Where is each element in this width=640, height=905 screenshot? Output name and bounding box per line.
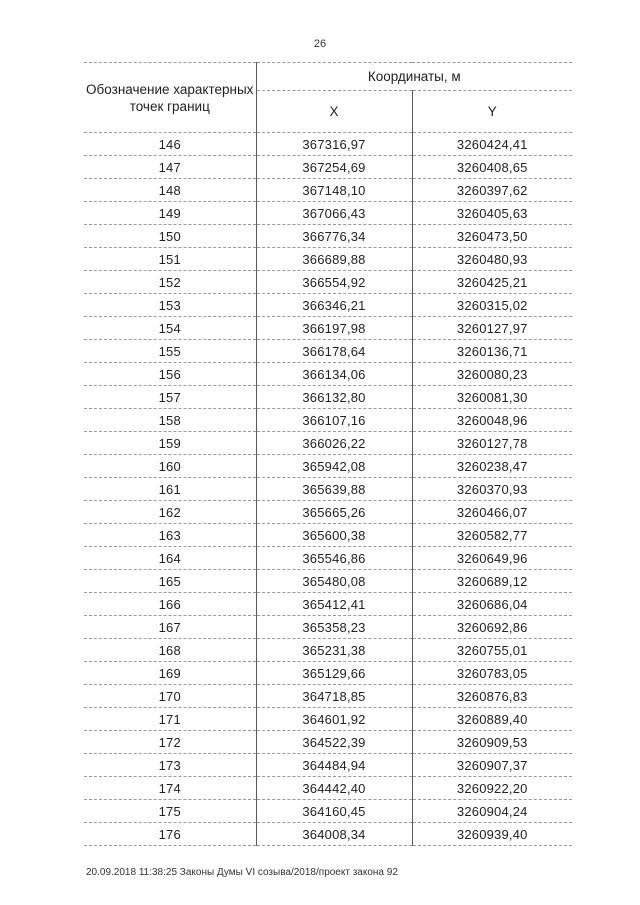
- header-coordinates: Координаты, м: [256, 63, 572, 91]
- table-row: [84, 662, 572, 685]
- table-row: [84, 570, 572, 593]
- x-cell: 365480,08: [256, 570, 412, 593]
- point-cell: 152: [84, 271, 256, 294]
- y-cell: 3260692,86: [412, 616, 572, 639]
- x-cell: 364522,39: [256, 731, 412, 754]
- x-cell: 364601,92: [256, 708, 412, 731]
- table-row: [84, 409, 572, 432]
- point-cell: 156: [84, 363, 256, 386]
- x-cell: 366026,22: [256, 432, 412, 455]
- y-cell: 3260408,65: [412, 156, 572, 179]
- y-cell: 3260315,02: [412, 294, 572, 317]
- table-row: [84, 547, 572, 570]
- x-cell: 367316,97: [256, 133, 412, 156]
- y-cell: 3260466,07: [412, 501, 572, 524]
- x-cell: 364442,40: [256, 777, 412, 800]
- x-cell: 365412,41: [256, 593, 412, 616]
- point-cell: 153: [84, 294, 256, 317]
- x-cell: 366197,98: [256, 317, 412, 340]
- point-cell: 172: [84, 731, 256, 754]
- point-cell: 150: [84, 225, 256, 248]
- table-row: [84, 455, 572, 478]
- x-cell: 364718,85: [256, 685, 412, 708]
- point-cell: 170: [84, 685, 256, 708]
- y-cell: 3260907,37: [412, 754, 572, 777]
- x-cell: 366346,21: [256, 294, 412, 317]
- y-cell: 3260425,21: [412, 271, 572, 294]
- table-row: [84, 363, 572, 386]
- x-cell: 365129,66: [256, 662, 412, 685]
- point-cell: 174: [84, 777, 256, 800]
- table-row: [84, 432, 572, 455]
- table-row: [84, 685, 572, 708]
- y-cell: 3260689,12: [412, 570, 572, 593]
- point-cell: 167: [84, 616, 256, 639]
- y-cell: 3260480,93: [412, 248, 572, 271]
- table-row: [84, 731, 572, 754]
- point-cell: 155: [84, 340, 256, 363]
- y-cell: 3260686,04: [412, 593, 572, 616]
- x-cell: 364160,45: [256, 800, 412, 823]
- x-cell: 365665,26: [256, 501, 412, 524]
- x-cell: 366178,64: [256, 340, 412, 363]
- x-cell: 366107,16: [256, 409, 412, 432]
- point-cell: 148: [84, 179, 256, 202]
- footer-text: 20.09.2018 11:38:25 Законы Думы VI созыва/2018/проект закона 92: [86, 867, 398, 878]
- coordinates-table: [84, 62, 572, 846]
- y-cell: 3260127,78: [412, 432, 572, 455]
- y-cell: 3260238,47: [412, 455, 572, 478]
- y-cell: 3260889,40: [412, 708, 572, 731]
- x-cell: 364484,94: [256, 754, 412, 777]
- y-cell: 3260473,50: [412, 225, 572, 248]
- point-cell: 175: [84, 800, 256, 823]
- point-cell: 149: [84, 202, 256, 225]
- x-cell: 365546,86: [256, 547, 412, 570]
- point-cell: 162: [84, 501, 256, 524]
- table-row: [84, 754, 572, 777]
- point-cell: 160: [84, 455, 256, 478]
- y-cell: 3260755,01: [412, 639, 572, 662]
- y-cell: 3260939,40: [412, 823, 572, 846]
- header-x: X: [256, 91, 412, 133]
- y-cell: 3260080,23: [412, 363, 572, 386]
- y-cell: 3260904,24: [412, 800, 572, 823]
- x-cell: 365231,38: [256, 639, 412, 662]
- table-body: [84, 133, 572, 846]
- table-row: [84, 386, 572, 409]
- table-row: [84, 478, 572, 501]
- table-row: [84, 340, 572, 363]
- table-row: [84, 777, 572, 800]
- table-header: [84, 63, 572, 133]
- header-y: Y: [412, 91, 572, 133]
- point-cell: 173: [84, 754, 256, 777]
- table-row: [84, 823, 572, 846]
- y-cell: 3260370,93: [412, 478, 572, 501]
- table-row: [84, 501, 572, 524]
- y-cell: 3260909,53: [412, 731, 572, 754]
- table-row: [84, 271, 572, 294]
- y-cell: 3260876,83: [412, 685, 572, 708]
- x-cell: 366689,88: [256, 248, 412, 271]
- y-cell: 3260127,97: [412, 317, 572, 340]
- x-cell: 366554,92: [256, 271, 412, 294]
- point-cell: 147: [84, 156, 256, 179]
- point-cell: 169: [84, 662, 256, 685]
- y-cell: 3260424,41: [412, 133, 572, 156]
- x-cell: 365942,08: [256, 455, 412, 478]
- point-cell: 159: [84, 432, 256, 455]
- x-cell: 366134,06: [256, 363, 412, 386]
- point-cell: 168: [84, 639, 256, 662]
- point-cell: 166: [84, 593, 256, 616]
- x-cell: 367254,69: [256, 156, 412, 179]
- point-cell: 164: [84, 547, 256, 570]
- table-row: [84, 524, 572, 547]
- y-cell: 3260136,71: [412, 340, 572, 363]
- table-row: [84, 225, 572, 248]
- table-row: [84, 133, 572, 156]
- x-cell: 365358,23: [256, 616, 412, 639]
- y-cell: 3260397,62: [412, 179, 572, 202]
- point-cell: 165: [84, 570, 256, 593]
- x-cell: 365639,88: [256, 478, 412, 501]
- x-cell: 367066,43: [256, 202, 412, 225]
- point-cell: 176: [84, 823, 256, 846]
- table-row: [84, 593, 572, 616]
- point-cell: 146: [84, 133, 256, 156]
- table-row: [84, 639, 572, 662]
- y-cell: 3260922,20: [412, 777, 572, 800]
- y-cell: 3260405,63: [412, 202, 572, 225]
- table-row: [84, 800, 572, 823]
- table-row: [84, 317, 572, 340]
- y-cell: 3260048,96: [412, 409, 572, 432]
- x-cell: 366132,80: [256, 386, 412, 409]
- table-row: [84, 202, 572, 225]
- table-row: [84, 294, 572, 317]
- y-cell: 3260081,30: [412, 386, 572, 409]
- point-cell: 151: [84, 248, 256, 271]
- y-cell: 3260783,05: [412, 662, 572, 685]
- table-row: [84, 179, 572, 202]
- page-number: 26: [313, 38, 327, 50]
- y-cell: 3260649,96: [412, 547, 572, 570]
- point-cell: 154: [84, 317, 256, 340]
- y-cell: 3260582,77: [412, 524, 572, 547]
- table-row: [84, 708, 572, 731]
- point-cell: 171: [84, 708, 256, 731]
- point-cell: 163: [84, 524, 256, 547]
- point-cell: 158: [84, 409, 256, 432]
- table-row: [84, 616, 572, 639]
- x-cell: 367148,10: [256, 179, 412, 202]
- x-cell: 364008,34: [256, 823, 412, 846]
- point-cell: 161: [84, 478, 256, 501]
- point-cell: 157: [84, 386, 256, 409]
- header-point-label: Обозначение характерных точек границ: [84, 63, 256, 133]
- table-row: [84, 248, 572, 271]
- table-row: [84, 156, 572, 179]
- x-cell: 366776,34: [256, 225, 412, 248]
- x-cell: 365600,38: [256, 524, 412, 547]
